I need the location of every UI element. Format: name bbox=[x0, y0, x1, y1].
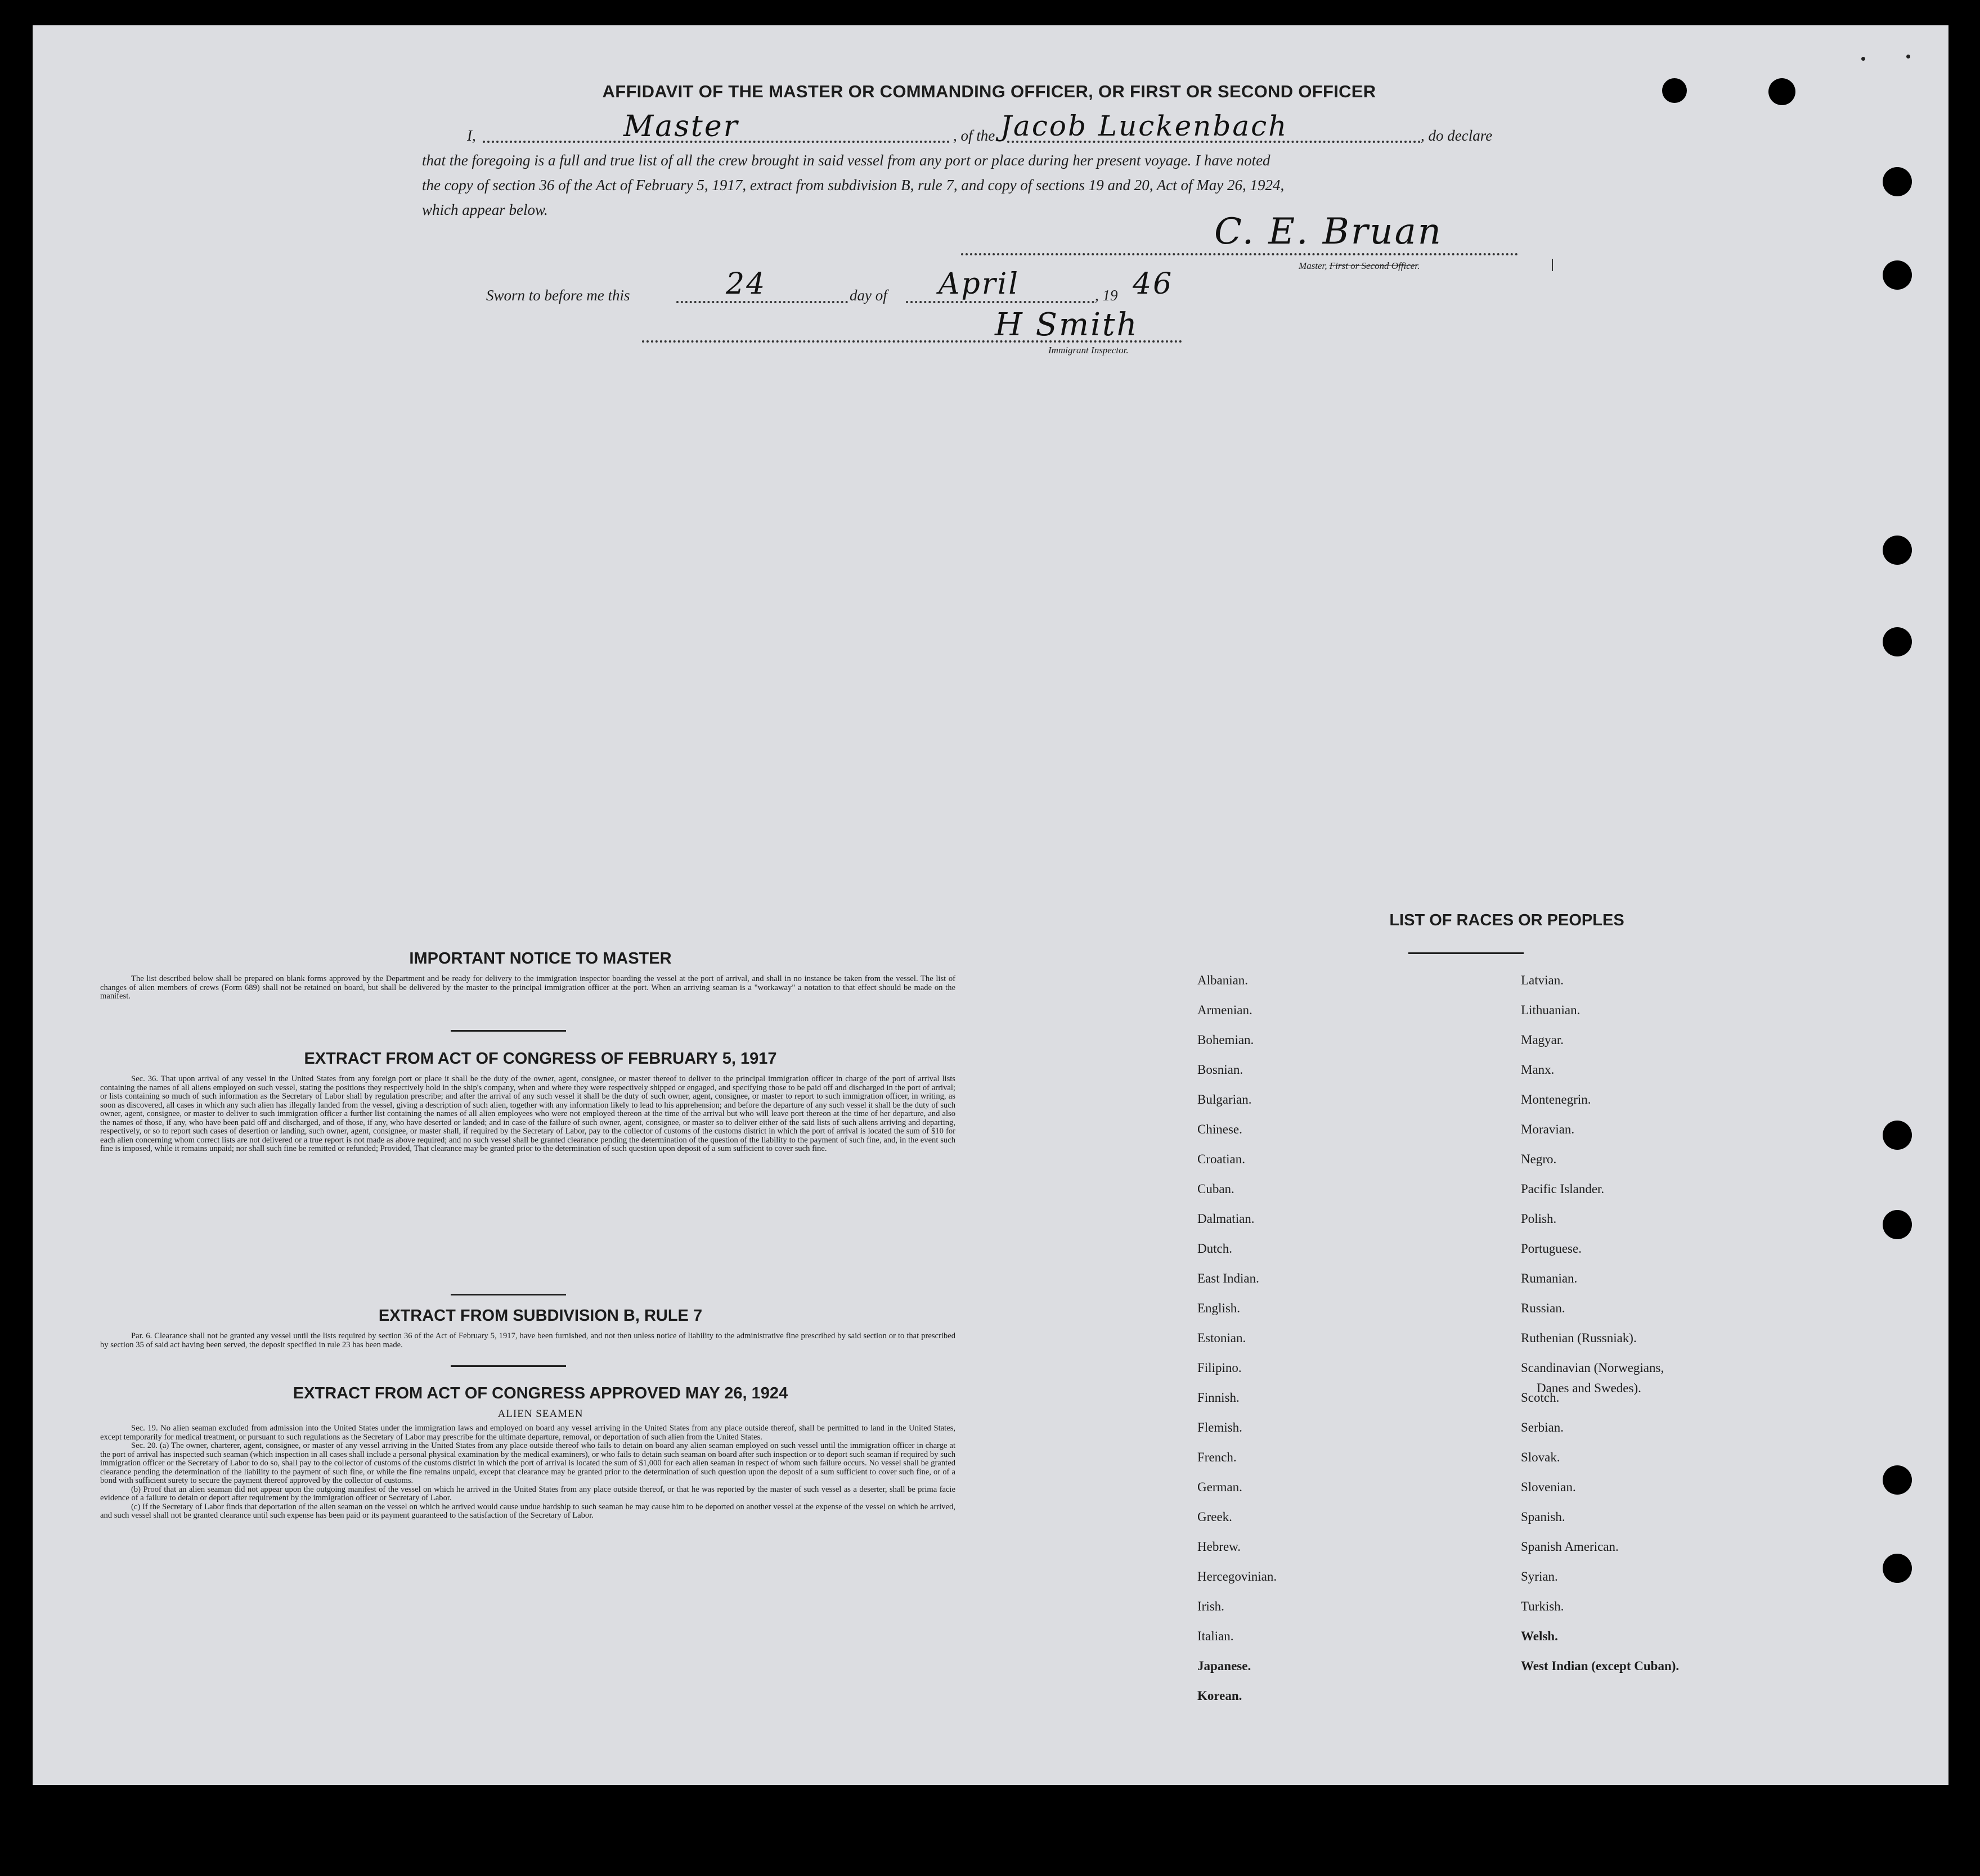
punch-hole bbox=[1883, 1554, 1912, 1583]
race-item: Welsh. bbox=[1521, 1629, 1558, 1643]
extract-rule7-title: EXTRACT FROM SUBDIVISION B, RULE 7 bbox=[378, 1307, 703, 1325]
race-item: Slovenian. bbox=[1521, 1480, 1576, 1494]
race-item: German. bbox=[1197, 1480, 1242, 1494]
punch-hole bbox=[1768, 78, 1795, 105]
vessel-prefix: , of the bbox=[953, 127, 995, 144]
race-item: Pacific Islander. bbox=[1521, 1182, 1605, 1196]
section-20a-paragraph: Sec. 20. (a) The owner, charterer, agent, consignee, or master of any vessel arriving in the United States from any place outside thereof who fails to detain on board any alien seaman employed on such vessel until the immigration officer in charge at the port of arrival has inspected such seaman (which inspection in all cases shall include a personal physical examination by the medical examiners), or who fails to detain such seaman on board after such inspection or to deport such seaman if required by such immigration officer or the Secretary of Labor to do so, shall pay to the collector of customs of the customs district in which the port of arrival is located the sum of $1,000 for each alien seaman in respect of whom such failure occurs. No vessel shall be granted clearance pending the determination of the liability to the payment of such fine, or while the fine remains unpaid, except that clearance may be granted prior to the determination of such question upon the deposit of a sum sufficient to cover such fine, or of a bond with sufficient surety to secure the payment thereof approved by the collector of customs. bbox=[100, 1441, 955, 1485]
punch-hole bbox=[1662, 78, 1687, 103]
document-page bbox=[33, 25, 1948, 1785]
handwritten-month: April bbox=[939, 267, 1020, 301]
affidavit-line-2: that the foregoing is a full and true list of all the crew brought in said vessel from any port or place during her present voyage. I have noted bbox=[422, 152, 1270, 169]
race-item: Irish. bbox=[1197, 1599, 1224, 1613]
divider bbox=[451, 1294, 566, 1295]
speck bbox=[1861, 57, 1865, 61]
race-item: Ruthenian (Russniak). bbox=[1521, 1331, 1637, 1345]
speck bbox=[1906, 55, 1910, 59]
divider bbox=[451, 1365, 566, 1367]
paragraph-6: Par. 6. Clearance shall not be granted any vessel until the lists required by section 36 of the Act of February 5, 1917, have been furnished, and not then unless notice of liability to the administrative fine prescribed by said section or to that prescribed by section 35 of said act having been served, the deposit specified in rule 23 has been made. bbox=[100, 1331, 955, 1349]
race-item: Greek. bbox=[1197, 1510, 1232, 1524]
signature-label-end: . bbox=[1417, 260, 1420, 271]
punch-hole bbox=[1883, 167, 1912, 196]
punch-hole bbox=[1883, 260, 1912, 290]
section-20c-paragraph: (c) If the Secretary of Labor finds that deportation of the alien seaman on the vessel on which he arrived would cause undue hardship to such seaman he may cause him to be deported on another vessel at the expense of the vessel on which he arrived, and such vessel shall not be granted clearance until such expense has been paid or its payment guaranteed to the satisfaction of the Secretary of Labor. bbox=[100, 1502, 955, 1520]
signature-label bbox=[1299, 260, 1420, 272]
race-item: Lithuanian. bbox=[1521, 1003, 1581, 1017]
extract-1917-title: EXTRACT FROM ACT OF CONGRESS OF FEBRUARY 5, 1917 bbox=[304, 1050, 777, 1068]
extract-1917-text bbox=[100, 1075, 955, 1154]
inspector-label: Immigrant Inspector. bbox=[1048, 345, 1129, 356]
race-item: Bohemian. bbox=[1197, 1033, 1254, 1047]
race-item: Slovak. bbox=[1521, 1450, 1560, 1464]
race-item: Latvian. bbox=[1521, 973, 1564, 987]
race-item: Flemish. bbox=[1197, 1420, 1242, 1434]
race-item: Scandinavian (Norwegians, bbox=[1521, 1361, 1664, 1375]
race-item: Scotch. bbox=[1521, 1391, 1560, 1405]
race-item: Hebrew. bbox=[1197, 1540, 1241, 1554]
race-item: Bosnian. bbox=[1197, 1063, 1243, 1077]
race-item: Croatian. bbox=[1197, 1152, 1245, 1166]
day-of-text: day of bbox=[850, 287, 887, 304]
handwritten-inspector: H Smith bbox=[995, 307, 1139, 343]
notice-paragraph: The list described below shall be prepared on blank forms approved by the Department and be ready for delivery to the immigration inspector boarding the vessel at the port of arrival, and shall in no instance be taken from the vessel. The list of changes of alien members of crews (Form 689) shall not be retained on board, but shall be delivered by the master to the principal immigration officer at the port. When an arriving seaman is a "workaway" a notation to that effect should be made on the manifest. bbox=[100, 974, 955, 1001]
race-item: Cuban. bbox=[1197, 1182, 1234, 1196]
race-item: Korean. bbox=[1197, 1689, 1242, 1703]
punch-hole bbox=[1883, 627, 1912, 656]
race-item: French. bbox=[1197, 1450, 1237, 1464]
race-item: Filipino. bbox=[1197, 1361, 1242, 1375]
notice-text bbox=[100, 975, 955, 1001]
handwritten-vessel-name: Jacob Luckenbach bbox=[1000, 110, 1288, 142]
race-item: Albanian. bbox=[1197, 973, 1249, 987]
declarant-prefix: I, bbox=[467, 127, 476, 144]
handwritten-day: 24 bbox=[726, 267, 767, 301]
race-item: Italian. bbox=[1197, 1629, 1234, 1643]
race-item: Russian. bbox=[1521, 1301, 1565, 1315]
affidavit-line-4: which appear below. bbox=[422, 201, 548, 218]
notice-title: IMPORTANT NOTICE TO MASTER bbox=[409, 950, 672, 968]
extract-1924-text bbox=[100, 1424, 955, 1520]
race-item: Montenegrin. bbox=[1521, 1092, 1591, 1106]
signature-label-master: Master, bbox=[1299, 260, 1330, 271]
affidavit-title: AFFIDAVIT OF THE MASTER OR COMMANDING OFFICER, OR FIRST OR SECOND OFFICER bbox=[602, 82, 1376, 101]
extract-1924-title: EXTRACT FROM ACT OF CONGRESS APPROVED MAY 26, 1924 bbox=[293, 1384, 788, 1402]
race-item: Syrian. bbox=[1521, 1569, 1558, 1583]
handwritten-year: 46 bbox=[1133, 267, 1174, 301]
race-item: Hercegovinian. bbox=[1197, 1569, 1277, 1583]
race-item: English. bbox=[1197, 1301, 1241, 1315]
punch-hole bbox=[1883, 1465, 1912, 1495]
signature-dotted-line bbox=[961, 253, 1518, 255]
race-item: Polish. bbox=[1521, 1212, 1557, 1226]
sworn-text: Sworn to before me this bbox=[486, 287, 630, 304]
race-item: Danes and Swedes). bbox=[1537, 1381, 1641, 1395]
races-title: LIST OF RACES OR PEOPLES bbox=[1389, 911, 1624, 929]
extract-1924-subtitle: ALIEN SEAMEN bbox=[497, 1408, 583, 1420]
race-item: Negro. bbox=[1521, 1152, 1557, 1166]
declare-text: , do declare bbox=[1421, 127, 1493, 144]
race-item: Rumanian. bbox=[1521, 1271, 1578, 1285]
signature-bracket bbox=[1552, 259, 1556, 271]
race-item: Dutch. bbox=[1197, 1241, 1232, 1256]
race-item: Moravian. bbox=[1521, 1122, 1575, 1136]
race-item: Estonian. bbox=[1197, 1331, 1246, 1345]
divider bbox=[451, 1030, 566, 1032]
affidavit-line-3: the copy of section 36 of the Act of February 5, 1917, extract from subdivision B, rule 7, and copy of sections 19 and 20, Act of May 26, 1924, bbox=[422, 177, 1285, 194]
race-item: Bulgarian. bbox=[1197, 1092, 1252, 1106]
extract-rule7-text bbox=[100, 1332, 955, 1349]
race-item: Chinese. bbox=[1197, 1122, 1242, 1136]
day-dotted-line bbox=[676, 301, 848, 303]
punch-hole bbox=[1883, 1121, 1912, 1150]
section-36-paragraph: Sec. 36. That upon arrival of any vessel in the United States from any foreign port or place it shall be the duty of the owner, agent, consignee, or master thereof to deliver to the principal immigration officer in charge of the port of arrival lists containing the names of all aliens employed on such vessel, stating the positions they respectively hold in the ship's company, when and where they were respectively shipped or engaged, and specifying those to be paid off and discharged in the port of arrival; or lists containing so much of such information as the Secretary of Labor shall by regulation prescribe; and after the arrival of any such vessel it shall be the duty of such owner, agent, consignee, or master to report to such immigration officer, in writing, as soon as discovered, all cases in which any such alien has illegally landed from the vessel, giving a description of such alien, together with any information likely to lead to his apprehension; and before the departure of any such vessel it shall be the duty of such owner, agent, consignee, or master to deliver to such immigration officer a further list containing the names of all alien employees who were not employed thereon at the time of the arrival but who will leave port thereon at the time of her departure, and also the names of those, if any, who have been paid off and discharged, and of those, if any, who have deserted or landed; and in case of the failure of such owner, agent, consignee, or master so to deliver either of the said lists of such aliens arriving and departing, respectively, or so to report such cases of desertion or landing, such owner, agent, consignee, or master shall, if required by the Secretary of Labor, pay to the collector of customs of the customs district in which the port of arrival is located the sum of $10 for each alien concerning whom correct lists are not delivered or a true report is not made as above required; and no such vessel shall be granted clearance pending the determination of the question of the liability to the payment of such fine, and, in the event such fine is imposed, while it remains unpaid; nor shall such fine be remitted or refunded; Provided, That clearance may be granted prior to the determination of such question upon deposit of a sum sufficient to cover such fine. bbox=[100, 1074, 955, 1153]
year-prefix: , 19 bbox=[1095, 287, 1118, 304]
race-item: Dalmatian. bbox=[1197, 1212, 1255, 1226]
race-item: Magyar. bbox=[1521, 1033, 1564, 1047]
race-item: Serbian. bbox=[1521, 1420, 1564, 1434]
month-dotted-line bbox=[906, 301, 1094, 303]
race-item: Manx. bbox=[1521, 1063, 1555, 1077]
race-item: Portuguese. bbox=[1521, 1241, 1582, 1256]
handwritten-signature: C. E. Bruan bbox=[1214, 211, 1443, 253]
race-item: Japanese. bbox=[1197, 1659, 1251, 1673]
race-item: Spanish. bbox=[1521, 1510, 1565, 1524]
punch-hole bbox=[1883, 1210, 1912, 1239]
race-item: Turkish. bbox=[1521, 1599, 1564, 1613]
section-19-paragraph: Sec. 19. No alien seaman excluded from admission into the United States under the immigration laws and employed on board any vessel arriving in the United States from any place outside thereof, shall be permitted to land in the United States, except temporarily for medical treatment, or pursuant to such regulations as the Secretary of Labor may prescribe for the ultimate departure, removal, or deportation of such alien from the United States. bbox=[100, 1424, 955, 1442]
affidavit-intro bbox=[467, 127, 476, 145]
section-20b-paragraph: (b) Proof that an alien seaman did not appear upon the outgoing manifest of the vessel on which he arrived in the United States from any place outside thereof, or that he was reported by the master of such vessel as a deserter, shall be prima facie evidence of a failure to detain or deport after requirement by the immigration officer or Secretary of Labor. bbox=[100, 1484, 955, 1502]
handwritten-rank: Master bbox=[623, 110, 739, 143]
race-item: Finnish. bbox=[1197, 1391, 1240, 1405]
race-item: East Indian. bbox=[1197, 1271, 1259, 1285]
punch-hole bbox=[1883, 536, 1912, 565]
race-item: West Indian (except Cuban). bbox=[1521, 1659, 1680, 1673]
signature-label-officer: First or Second Officer bbox=[1329, 260, 1418, 271]
divider bbox=[1408, 952, 1524, 954]
race-item: Spanish American. bbox=[1521, 1540, 1619, 1554]
race-item: Armenian. bbox=[1197, 1003, 1252, 1017]
